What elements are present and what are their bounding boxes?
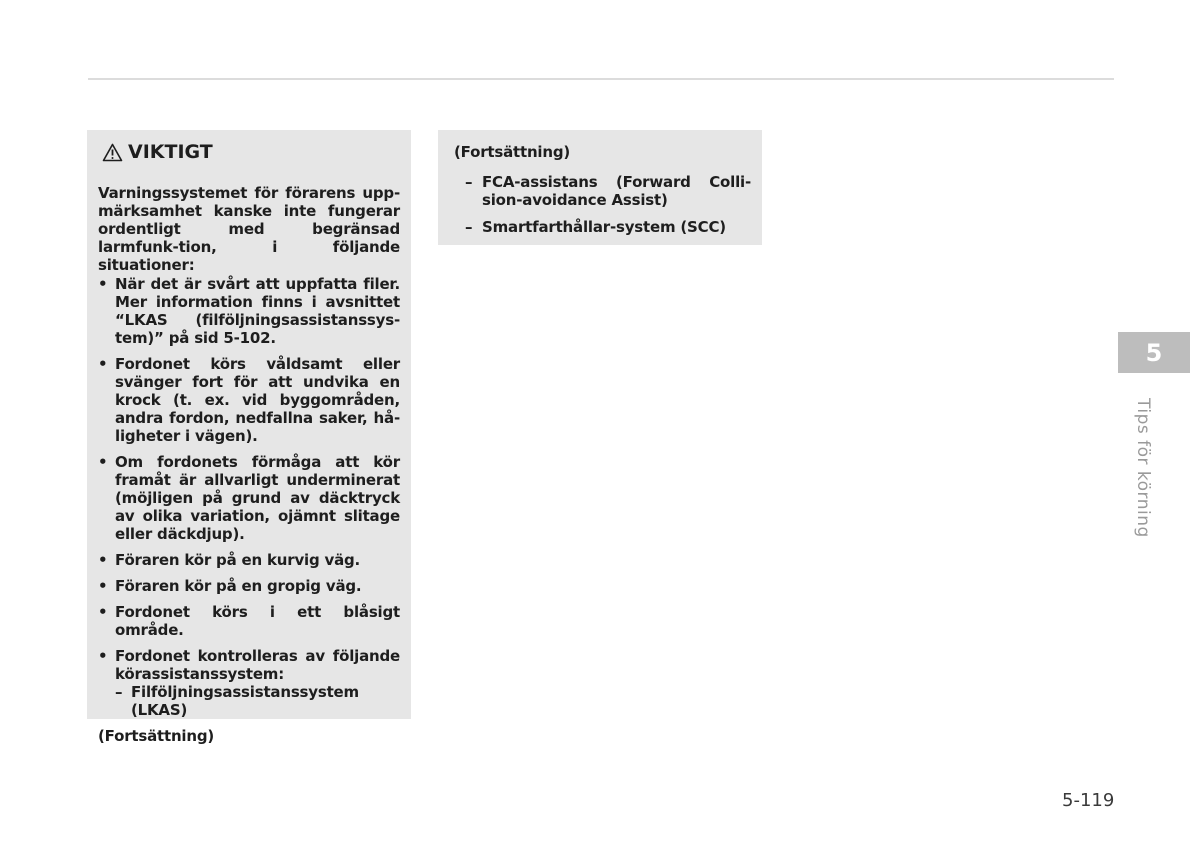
warning-intro: Varningssystemet för förarens upp-märksamhet kanske inte fungerar ordentligt med begränsad larmfunk-tion, i följande situationer: xyxy=(98,184,400,274)
list-item: – FCA-assistans (Forward Colli-sion-avoidance Assist) xyxy=(465,173,751,209)
warning-bullet-list xyxy=(98,275,400,719)
list-item: • Fordonet körs våldsamt eller svänger fort för att undvika en krock (t. ex. vid byggområden, andra fordon, nedfallna saker, hå-ligheter i vägen). xyxy=(98,355,400,445)
list-item: • När det är svårt att uppfatta filer. Mer information finns i avsnittet “LKAS (filföljningsassistanssys-tem)” på sid 5-102. xyxy=(98,275,400,347)
list-item: • Föraren kör på en gropig väg. xyxy=(98,577,400,595)
list-item: – Smartfarthållar-system (SCC) xyxy=(465,218,751,236)
continued-list xyxy=(465,173,751,236)
continuation-note: (Fortsättning) xyxy=(98,727,215,745)
warning-heading-text: VIKTIGT xyxy=(128,141,213,163)
header-rule xyxy=(88,78,1114,80)
continuation-header: (Fortsättning) xyxy=(454,143,571,161)
warning-triangle-icon xyxy=(102,143,123,162)
sub-list-item: – Filföljningsassistanssystem (LKAS) xyxy=(115,683,400,719)
page-number: 5-119 xyxy=(1062,790,1115,811)
list-item-text: • Fordonet kontrolleras av följande körassistanssystem: xyxy=(115,647,400,683)
list-item: • Om fordonets förmåga att kör framåt är allvarligt underminerat (möjligen på grund av däcktryck av olika variation, ojämnt slitage eller däckdjup). xyxy=(98,453,400,543)
list-item xyxy=(98,647,400,719)
warning-box xyxy=(87,130,411,745)
list-item: • Fordonet körs i ett blåsigt område. xyxy=(98,603,400,639)
list-item: • Föraren kör på en kurvig väg. xyxy=(98,551,400,569)
sub-list xyxy=(115,683,400,719)
chapter-tab-label: Tips för körning xyxy=(1133,398,1153,538)
continued-box xyxy=(438,130,762,245)
chapter-tab-number: 5 xyxy=(1118,332,1190,373)
warning-heading xyxy=(102,140,400,164)
